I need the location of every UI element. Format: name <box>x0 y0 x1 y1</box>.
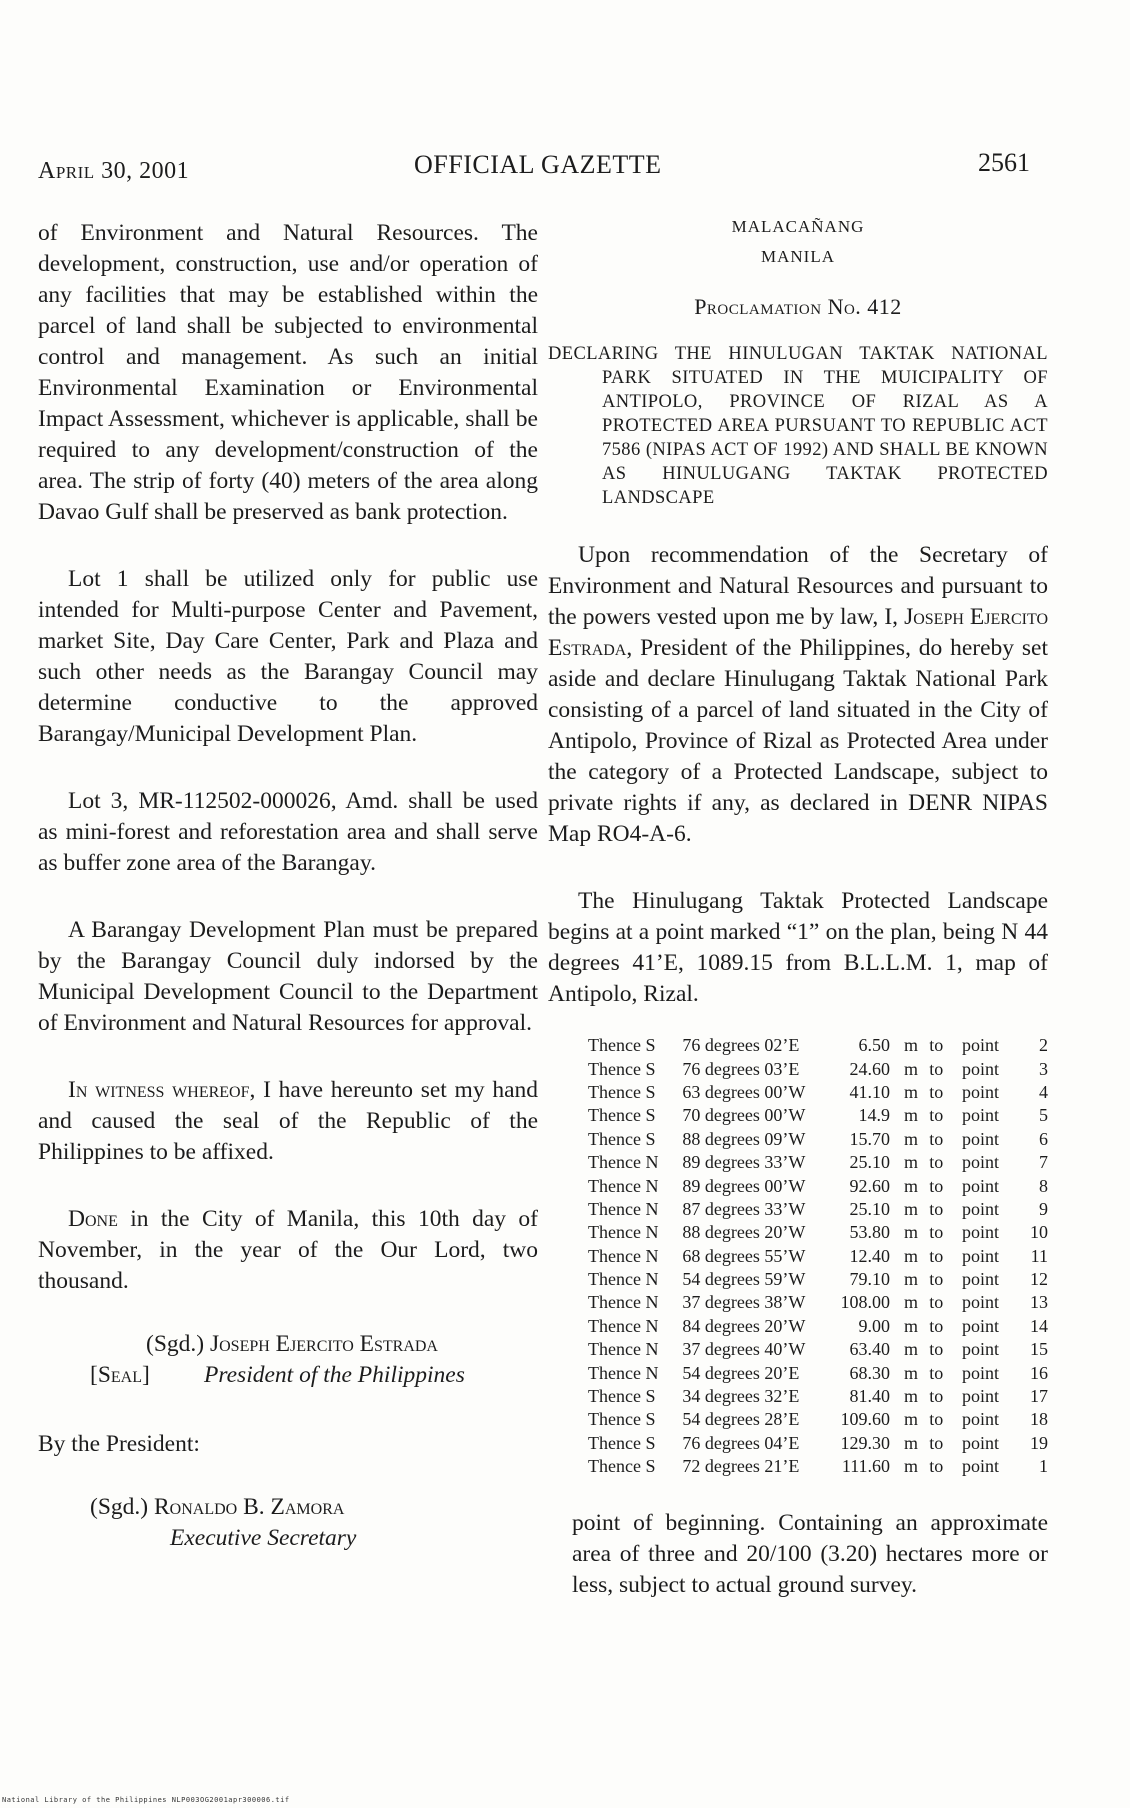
table-row <box>588 1151 1048 1174</box>
bearing-angle-cell: 70 degrees 00’W <box>682 1105 806 1126</box>
bearing-to-cell: to <box>929 1386 944 1407</box>
table-row <box>588 1034 1048 1057</box>
proclamation-president-name: Joseph Ejercito Estrada <box>548 604 1049 661</box>
bearing-point-label-cell: point <box>962 1386 1000 1407</box>
bearing-to-cell: to <box>929 1315 944 1336</box>
bearing-direction-cell: Thence S <box>588 1432 656 1453</box>
bearing-direction-cell: Thence S <box>588 1081 656 1102</box>
bearing-angle-cell: 84 degrees 20’W <box>682 1315 806 1336</box>
header-date: April 30, 2001 <box>38 158 190 184</box>
bearing-angle-cell: 63 degrees 00’W <box>682 1081 806 1102</box>
bearing-unit-cell: m <box>904 1362 919 1383</box>
declaring-title: DECLARING THE HINULUGAN TAKTAK NATIONAL PARK SITUATED IN THE MUICIPALITY OF ANTIPOLO, PROVINCE OF RIZAL AS A PROTECTED AREA PURSUANT TO REPUBLIC ACT 7586 (NIPAS ACT OF 1992) AND SHALL BE KNOWN AS HINULUGANG TAKTAK PROTECTED LANDSCAPE <box>548 344 1048 508</box>
by-the-president: By the President: <box>38 1431 200 1457</box>
manila-heading: MANILA <box>761 247 835 266</box>
bearing-angle-cell: 88 degrees 20’W <box>682 1222 806 1243</box>
bearing-point-number-cell: 8 <box>1039 1175 1048 1196</box>
bearing-angle-cell: 54 degrees 20’E <box>682 1362 800 1383</box>
table-row <box>588 1432 1048 1455</box>
bearing-unit-cell: m <box>904 1081 919 1102</box>
bearing-unit-cell: m <box>904 1386 919 1407</box>
bearing-angle-cell: 37 degrees 40’W <box>682 1339 806 1360</box>
bearing-distance-cell: 53.80 <box>849 1222 891 1243</box>
bearing-direction-cell: Thence N <box>588 1292 659 1313</box>
proclamation-text-after: , President of the Philippines, do hereby set aside and declare Hinulugang Taktak National Park consisting of a parcel of land situated in the City of Antipolo, Province of Rizal as Protected Area under the category of a Protected Landscape, subject to private rights if any, as declared in DENR NIPAS Map RO4-A-6. <box>548 635 1048 847</box>
bearing-direction-cell: Thence N <box>588 1315 659 1336</box>
bearing-direction-cell: Thence S <box>588 1128 656 1149</box>
bearing-unit-cell: m <box>904 1222 919 1243</box>
bearing-point-label-cell: point <box>962 1175 1000 1196</box>
bearing-point-number-cell: 15 <box>1030 1339 1048 1360</box>
bearing-distance-cell: 41.10 <box>849 1081 891 1102</box>
bearing-point-label-cell: point <box>962 1269 1000 1290</box>
president-signature-block <box>38 1329 538 1391</box>
bearing-direction-cell: Thence S <box>588 1058 656 1079</box>
table-row <box>588 1057 1048 1080</box>
bearing-point-label-cell: point <box>962 1339 1000 1360</box>
bearing-angle-cell: 76 degrees 02’E <box>682 1035 800 1056</box>
table-row <box>588 1291 1048 1314</box>
bearing-point-number-cell: 17 <box>1030 1386 1048 1407</box>
header-title: OFFICIAL GAZETTE <box>414 150 662 179</box>
bearing-to-cell: to <box>929 1105 944 1126</box>
bearing-direction-cell: Thence N <box>588 1222 659 1243</box>
bearing-direction-cell: Thence S <box>588 1035 656 1056</box>
bearing-to-cell: to <box>929 1035 944 1056</box>
table-row <box>588 1245 1048 1268</box>
executive-name: Ronaldo B. Zamora <box>153 1494 345 1520</box>
bearing-direction-cell: Thence S <box>588 1386 656 1407</box>
bearing-point-label-cell: point <box>962 1432 1000 1453</box>
bearing-point-label-cell: point <box>962 1128 1000 1149</box>
bearing-to-cell: to <box>929 1175 944 1196</box>
bearing-point-number-cell: 19 <box>1030 1432 1048 1453</box>
bearing-distance-cell: 68.30 <box>849 1362 891 1383</box>
bearing-unit-cell: m <box>904 1456 919 1477</box>
bearing-direction-cell: Thence N <box>588 1245 659 1266</box>
bearing-angle-cell: 88 degrees 09’W <box>682 1128 806 1149</box>
bearing-to-cell: to <box>929 1456 944 1477</box>
scan-source-note: National Library of the Philippines NLP003OG2001apr300006.tif <box>2 1796 290 1804</box>
bearing-distance-cell: 63.40 <box>849 1339 891 1360</box>
table-row <box>588 1221 1048 1244</box>
bearing-point-number-cell: 5 <box>1039 1105 1048 1126</box>
witness-lead: In witness whereof, <box>68 1077 256 1103</box>
left-paragraph-3: Lot 3, MR-112502-000026, Amd. shall be used as mini-forest and reforestation area and shall serve as buffer zone area of the Barangay. <box>38 788 538 876</box>
bearing-point-label-cell: point <box>962 1081 1000 1102</box>
bearing-point-number-cell: 2 <box>1039 1035 1048 1056</box>
table-row <box>588 1385 1048 1408</box>
bearing-distance-cell: 109.60 <box>840 1409 891 1430</box>
bearing-to-cell: to <box>929 1269 944 1290</box>
done-text: in the City of Manila, this 10th day of November, in the year of the Our Lord, two thousand. <box>38 1206 538 1294</box>
bearing-point-number-cell: 11 <box>1030 1245 1048 1266</box>
bearing-to-cell: to <box>929 1198 944 1219</box>
president-name: Joseph Ejercito Estrada <box>209 1331 438 1357</box>
bearing-point-number-cell: 16 <box>1030 1362 1048 1383</box>
bearing-distance-cell: 25.10 <box>849 1198 891 1219</box>
page-header <box>38 148 1030 190</box>
bearing-distance-cell: 25.10 <box>849 1152 891 1173</box>
bearing-to-cell: to <box>929 1339 944 1360</box>
bearing-point-label-cell: point <box>962 1362 1000 1383</box>
table-row <box>588 1315 1048 1338</box>
bearing-unit-cell: m <box>904 1269 919 1290</box>
bearing-point-label-cell: point <box>962 1245 1000 1266</box>
bearing-distance-cell: 92.60 <box>849 1175 891 1196</box>
bearing-point-label-cell: point <box>962 1456 1000 1477</box>
bearing-unit-cell: m <box>904 1152 919 1173</box>
bearing-unit-cell: m <box>904 1175 919 1196</box>
bearing-point-label-cell: point <box>962 1315 1000 1336</box>
bearing-to-cell: to <box>929 1432 944 1453</box>
table-row <box>588 1338 1048 1361</box>
bearing-to-cell: to <box>929 1245 944 1266</box>
bearing-distance-cell: 81.40 <box>849 1386 891 1407</box>
seal-label: [Seal] <box>90 1362 150 1388</box>
proclamation-number: Proclamation No. 412 <box>694 294 902 319</box>
bearing-distance-cell: 129.30 <box>840 1432 891 1453</box>
bearing-point-number-cell: 3 <box>1039 1058 1048 1079</box>
bearing-to-cell: to <box>929 1292 944 1313</box>
bearing-point-number-cell: 18 <box>1030 1409 1048 1430</box>
bearing-angle-cell: 68 degrees 55’W <box>682 1245 806 1266</box>
bearing-unit-cell: m <box>904 1432 919 1453</box>
bearing-to-cell: to <box>929 1058 944 1079</box>
bearing-direction-cell: Thence N <box>588 1152 659 1173</box>
proclamation-paragraph-2: The Hinulugang Taktak Protected Landscape begins at a point marked “1” on the plan, being N 44 degrees 41’E, 1089.15 from B.L.L.M. 1, map of Antipolo, Rizal. <box>548 888 1048 1007</box>
proclamation-paragraph-3: point of beginning. Containing an approximate area of three and 20/100 (3.20) hectares more or less, subject to actual ground survey. <box>572 1510 1048 1599</box>
executive-title: Executive Secretary <box>170 1525 357 1551</box>
bearing-unit-cell: m <box>904 1105 919 1126</box>
bearing-point-label-cell: point <box>962 1058 1000 1079</box>
table-row <box>588 1268 1048 1291</box>
bearing-angle-cell: 87 degrees 33’W <box>682 1198 806 1219</box>
left-paragraph-1: of Environment and Natural Resources. The development, construction, use and/or operation of any facilities that may be established within the parcel of land shall be subjected to environmental control and management. As such an initial Environmental Examination or Environmental Impact Assessment, whichever is applicable, shall be required to any development/construction of the area. The strip of forty (40) meters of the area along Davao Gulf shall be preserved as bank protection. <box>38 220 538 525</box>
sgd-prefix: (Sgd.) <box>146 1331 210 1357</box>
bearing-point-label-cell: point <box>962 1222 1000 1243</box>
header-page-number: 2561 <box>978 148 1030 177</box>
bearing-point-number-cell: 13 <box>1030 1292 1048 1313</box>
right-column <box>548 212 1048 1601</box>
proclamation-paragraph-1 <box>548 540 1048 850</box>
left-paragraph-2: Lot 1 shall be utilized only for public use intended for Multi-purpose Center and Pavement, market Site, Day Care Center, Park and Plaza and such other needs as the Barangay Council may determine conductive to the approved Barangay/Municipal Development Plan. <box>38 566 538 747</box>
bearing-point-number-cell: 6 <box>1039 1128 1048 1149</box>
bearing-distance-cell: 9.00 <box>858 1315 891 1336</box>
left-paragraph-4: A Barangay Development Plan must be prepared by the Barangay Council duly indorsed by the Municipal Development Council to the Department of Environment and Natural Resources for approval. <box>38 917 538 1036</box>
bearing-unit-cell: m <box>904 1035 919 1056</box>
bearing-angle-cell: 54 degrees 59’W <box>682 1269 806 1290</box>
bearing-unit-cell: m <box>904 1198 919 1219</box>
bearing-distance-cell: 6.50 <box>858 1035 891 1056</box>
bearing-direction-cell: Thence N <box>588 1269 659 1290</box>
bearing-angle-cell: 76 degrees 03’E <box>682 1058 800 1079</box>
bearing-direction-cell: Thence N <box>588 1362 659 1383</box>
bearing-direction-cell: Thence N <box>588 1339 659 1360</box>
proclamation-text-before: Upon recommendation of the Secretary of Environment and Natural Resources and pursuant to the powers vested upon me by law, I, <box>548 542 1048 630</box>
executive-secretary-block <box>38 1492 538 1554</box>
bearing-angle-cell: 89 degrees 33’W <box>682 1152 806 1173</box>
bearing-to-cell: to <box>929 1409 944 1430</box>
bearing-point-label-cell: point <box>962 1035 1000 1056</box>
bearing-distance-cell: 15.70 <box>849 1128 891 1149</box>
bearing-distance-cell: 79.10 <box>849 1269 891 1290</box>
bearing-unit-cell: m <box>904 1058 919 1079</box>
bearing-point-label-cell: point <box>962 1105 1000 1126</box>
bearing-direction-cell: Thence S <box>588 1456 656 1477</box>
bearing-point-label-cell: point <box>962 1409 1000 1430</box>
table-row <box>588 1174 1048 1197</box>
bearing-direction-cell: Thence N <box>588 1175 659 1196</box>
bearing-direction-cell: Thence S <box>588 1409 656 1430</box>
bearing-point-label-cell: point <box>962 1152 1000 1173</box>
bearing-to-cell: to <box>929 1362 944 1383</box>
bearing-point-label-cell: point <box>962 1198 1000 1219</box>
bearing-distance-cell: 14.9 <box>858 1105 891 1126</box>
bearing-to-cell: to <box>929 1222 944 1243</box>
bearing-point-number-cell: 7 <box>1039 1152 1048 1173</box>
bearing-angle-cell: 37 degrees 38’W <box>682 1292 806 1313</box>
left-column <box>38 218 538 1554</box>
president-signature-line <box>38 1329 538 1360</box>
bearing-angle-cell: 89 degrees 00’W <box>682 1175 806 1196</box>
bearing-point-number-cell: 10 <box>1030 1222 1048 1243</box>
bearing-to-cell: to <box>929 1152 944 1173</box>
bearing-to-cell: to <box>929 1128 944 1149</box>
bearing-unit-cell: m <box>904 1339 919 1360</box>
bearing-distance-cell: 12.40 <box>849 1245 891 1266</box>
bearing-unit-cell: m <box>904 1409 919 1430</box>
done-lead: Done <box>68 1206 118 1232</box>
witness-paragraph <box>38 1075 538 1168</box>
bearing-angle-cell: 34 degrees 32’E <box>682 1386 800 1407</box>
bearing-unit-cell: m <box>904 1292 919 1313</box>
done-paragraph <box>38 1204 538 1297</box>
exec-sgd-prefix: (Sgd.) <box>90 1494 154 1520</box>
table-row <box>588 1408 1048 1431</box>
bearing-angle-cell: 72 degrees 21’E <box>682 1456 800 1477</box>
bearing-point-number-cell: 14 <box>1030 1315 1048 1336</box>
bearing-direction-cell: Thence S <box>588 1105 656 1126</box>
bearing-unit-cell: m <box>904 1315 919 1336</box>
bearing-direction-cell: Thence N <box>588 1198 659 1219</box>
table-row <box>588 1455 1048 1478</box>
bearing-distance-cell: 111.60 <box>841 1456 891 1477</box>
malacanang-heading: MALACAÑANG <box>731 217 865 236</box>
bearing-point-number-cell: 1 <box>1039 1456 1048 1477</box>
table-row <box>588 1361 1048 1384</box>
bearing-unit-cell: m <box>904 1245 919 1266</box>
bearing-angle-cell: 76 degrees 04’E <box>682 1432 800 1453</box>
table-row <box>588 1198 1048 1221</box>
table-row <box>588 1104 1048 1127</box>
witness-text: I have hereunto set my hand and caused the seal of the Republic of the Philippines to be affixed. <box>38 1077 539 1165</box>
bearing-point-number-cell: 4 <box>1039 1081 1048 1102</box>
bearing-unit-cell: m <box>904 1128 919 1149</box>
bearings-table <box>588 1034 1048 1478</box>
bearing-distance-cell: 24.60 <box>849 1058 891 1079</box>
table-row <box>588 1128 1048 1151</box>
bearing-point-number-cell: 9 <box>1039 1198 1048 1219</box>
seal-row <box>38 1360 538 1391</box>
bearing-distance-cell: 108.00 <box>840 1292 891 1313</box>
table-row <box>588 1081 1048 1104</box>
bearing-to-cell: to <box>929 1081 944 1102</box>
bearing-point-number-cell: 12 <box>1030 1269 1048 1290</box>
bearing-angle-cell: 54 degrees 28’E <box>682 1409 800 1430</box>
president-title: President of the Philippines <box>204 1362 465 1388</box>
executive-signature-line <box>38 1492 538 1523</box>
bearing-point-label-cell: point <box>962 1292 1000 1313</box>
